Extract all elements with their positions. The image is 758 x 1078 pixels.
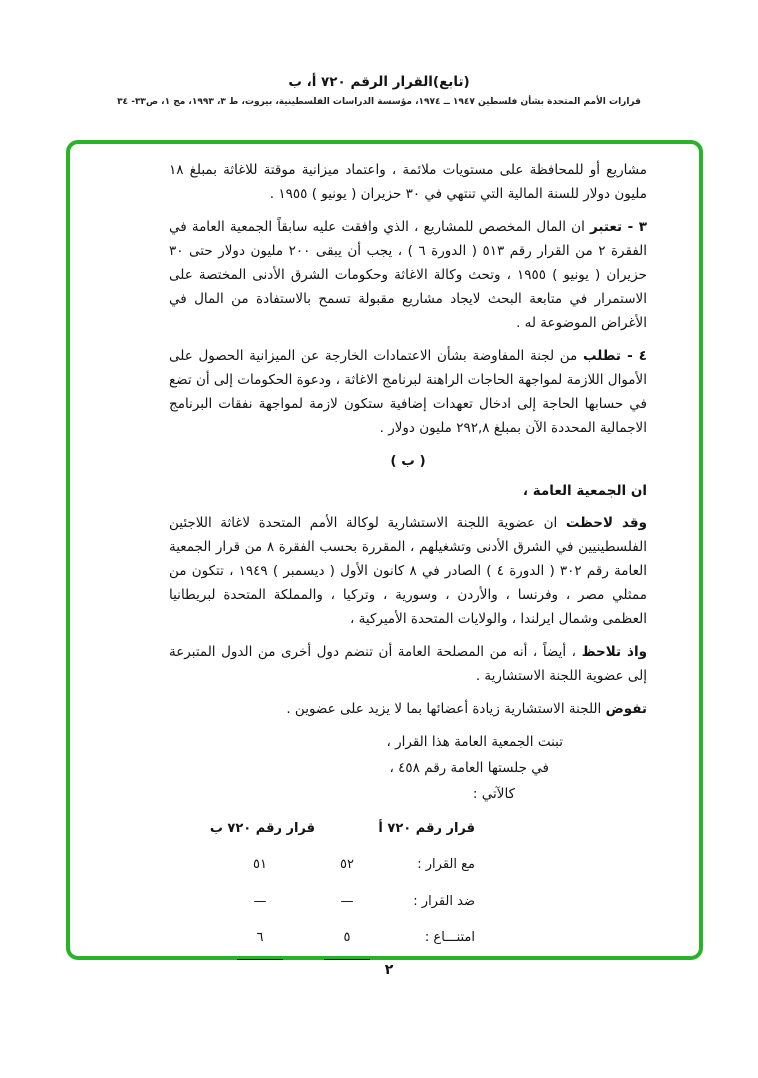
vote-value-b: ٦ (256, 929, 264, 945)
clause-noting-text: ان عضوية اللجنة الاستشارية لوكالة الأمم المتحدة لاغاثة اللاجئين الفلسطينيين في الشرق الأدنى وتشغيلهم ، المقررة بحسب الفقرة ٨ من قرار الجمعية العامة رقم ٣٠٢ ( الدورة ٤ ) الصادر في ٨ كانون الأول ( ديسمبر ) ١٩٤٩ ، تتكون من ممثلي مصر ، وفرنسا ، والأردن ، وسورية ، وتركيا ، والمملكة المتحدة لبريطانيا العظمى وشمال ايرلندا ، والولايات المتحدة الأميركية ، (169, 515, 647, 628)
document-body (169, 158, 647, 960)
vote-value-a: ٥ (343, 929, 351, 945)
content-frame (66, 140, 703, 960)
citation-line: قرارات الأمم المتحدة بشأن فلسطين ١٩٤٧ ــ ١٩٧٤، مؤسسة الدراسات الفلسطينية، بيروت، ط ٣، ١٩٩٣، مج ١، ص٣٣- ٣٤ (117, 97, 641, 107)
vote-header-a: قرار رقم ٧٢٠ أ (378, 821, 475, 837)
vote-header-b: قرار رقم ٧٢٠ ب (209, 821, 315, 837)
adoption-line-2: في جلستها العامة رقم ٤٥٨ ، (389, 759, 549, 776)
underline-b (237, 959, 283, 960)
clause-authorizes (169, 697, 647, 721)
vote-value-b: — (253, 893, 267, 909)
resolution-item-3-lead: ٣ - تعتبر (589, 219, 647, 236)
document-title: (تابع)القرار الرقم ٧٢٠ أ، ب (288, 74, 470, 90)
votes-underline-row (169, 959, 475, 960)
clause-authorizes-text: اللجنة الاستشارية زيادة أعضائها بما لا يزيد على عضوين . (286, 701, 606, 718)
adoption-line-3: كالآتي : (472, 785, 515, 802)
votes-header-row (169, 817, 475, 840)
section-b-label: ( ب ) (390, 453, 426, 470)
preamble-line: ان الجمعية العامة ، (522, 483, 647, 500)
vote-row-abstain (169, 926, 475, 949)
clause-authorizes-lead: تفوض (605, 701, 647, 718)
vote-row-for (169, 853, 475, 876)
resolution-item-3 (169, 215, 647, 335)
page-number: ٢ (384, 962, 394, 978)
resolution-item-4-text: من لجنة المفاوضة بشأن الاعتمادات الخارجة عن الميزانية الحصول على الأموال اللازمة لمواجهة الحاجات الراهنة لبرنامج الاغاثة ، ودعوة الحكومات إلى أن تضع في حسابها الحاجة إلى ادخال تعهدات إضافية ستكون لازمة لمواجهة نفقات البرنامج الاجمالية المحددة الآن بمبلغ ٢٩٢,٨ مليون دولار . (169, 348, 647, 437)
vote-label: امتنـــاع : (424, 929, 475, 945)
votes-table (169, 817, 475, 960)
adoption-block (169, 730, 647, 807)
adoption-line-1: تبنت الجمعية العامة هذا القرار ، (386, 734, 563, 751)
resolution-item-4 (169, 344, 647, 440)
vote-label: مع القرار : (417, 857, 475, 873)
vote-label: ضد القرار : (413, 893, 475, 909)
vote-value-a: ٥٢ (340, 857, 354, 873)
clause-noting-also (169, 640, 647, 688)
vote-row-against (169, 890, 475, 913)
clause-noting-also-text: ، أيضاً ، أنه من المصلحة العامة أن تنضم دول أخرى من الدول المتبرعة إلى عضوية اللجنة الاستشارية . (169, 644, 647, 685)
paragraph-continuation: مشاريع أو للمحافظة على مستويات ملائمة ، واعتماد ميزانية موقتة للاغاثة بمبلغ ١٨ مليون دولار للسنة المالية التي تنتهي في ٣٠ حزيران ( يونيو ) ١٩٥٥ . (169, 162, 647, 203)
resolution-item-3-text: ان المال المخصص للمشاريع ، الذي وافقت عليه سابقاً الجمعية العامة في الفقرة ٢ من القرار رقم ٥١٣ ( الدورة ٦ ) ، يجب أن يبقى ٢٠٠ مليون دولار حتى ٣٠ حزيران ( يونيو ) ١٩٥٥ ، وتحث وكالة الاغاثة وحكومات الشرق الأدنى المختصة على الاستمرار في متابعة البحث لايجاد مشاريع مقبولة تسمح بالاستفادة من المال في الأغراض الموضوعة له . (169, 219, 648, 332)
vote-value-b: ٥١ (253, 857, 267, 873)
spacer (379, 959, 475, 960)
clause-noting (169, 511, 647, 631)
clause-noting-also-lead: واذ تلاحظ (581, 644, 647, 661)
clause-noting-lead: وقد لاحظت (565, 515, 647, 532)
vote-value-a: — (340, 893, 354, 909)
resolution-item-4-lead: ٤ - تطلب (582, 348, 648, 365)
document-header (0, 74, 758, 107)
underline-a (324, 959, 370, 960)
